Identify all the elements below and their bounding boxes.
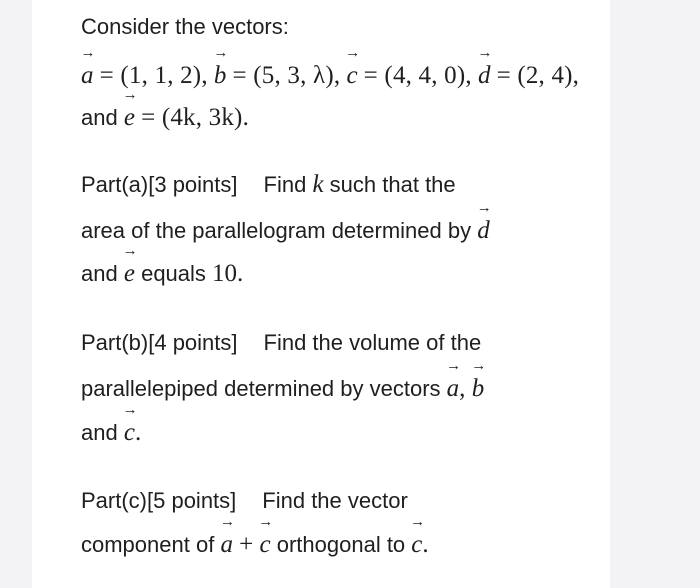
part-b-line-3: and → c.	[81, 418, 141, 448]
vector-a-symbol: → a	[81, 61, 94, 91]
part-b-line-2: parallelepiped determined by vectors → a, → b	[81, 374, 484, 404]
vector-a-value: = (1, 1, 2),	[99, 62, 208, 89]
part-c-vector-c-target: → c	[411, 530, 422, 560]
part-a-vector-d: → d	[477, 216, 490, 246]
vector-b-value: = (5, 3, λ),	[232, 62, 341, 89]
vector-e-definition: and → e = (4k, 3k).	[81, 103, 249, 133]
part-c-line-1: Part(c)[5 points] Find the vector	[81, 488, 408, 513]
part-c-vector-a: → a	[220, 530, 233, 560]
vector-c-symbol: → c	[346, 61, 357, 91]
vector-b-symbol: → b	[214, 61, 227, 91]
part-c-vector-c: → c	[260, 530, 271, 560]
part-b-label: Part(b)[4 points]	[81, 330, 238, 355]
part-c-line-2: component of → a + → c orthogonal to → c.	[81, 530, 429, 560]
vector-definitions	[81, 61, 579, 91]
part-a-label: Part(a)[3 points]	[81, 172, 238, 197]
vector-e-symbol: → e	[124, 103, 135, 133]
vector-d-symbol: → d	[478, 61, 491, 91]
part-a-variable-k: k	[312, 171, 324, 198]
part-b-vector-b: → b	[472, 374, 485, 404]
vector-d-value: = (2, 4),	[496, 62, 580, 89]
part-a-area-value: 10.	[212, 260, 244, 287]
part-c-label: Part(c)[5 points]	[81, 488, 237, 513]
part-a-line-1: Part(a)[3 points] Find k such that the	[81, 171, 456, 198]
part-b-vector-c: → c	[124, 418, 135, 448]
part-a-vector-e: → e	[124, 259, 135, 289]
part-a-line-2: area of the parallelogram determined by → d	[81, 216, 490, 246]
vector-c-value: = (4, 4, 0),	[363, 62, 472, 89]
part-b-line-1: Part(b)[4 points] Find the volume of the	[81, 330, 482, 355]
part-a-line-3: and → e equals 10.	[81, 259, 243, 289]
intro-heading: Consider the vectors:	[81, 14, 289, 39]
part-b-vector-a: → a	[447, 374, 460, 404]
vector-e-value: = (4k, 3k).	[141, 104, 250, 131]
